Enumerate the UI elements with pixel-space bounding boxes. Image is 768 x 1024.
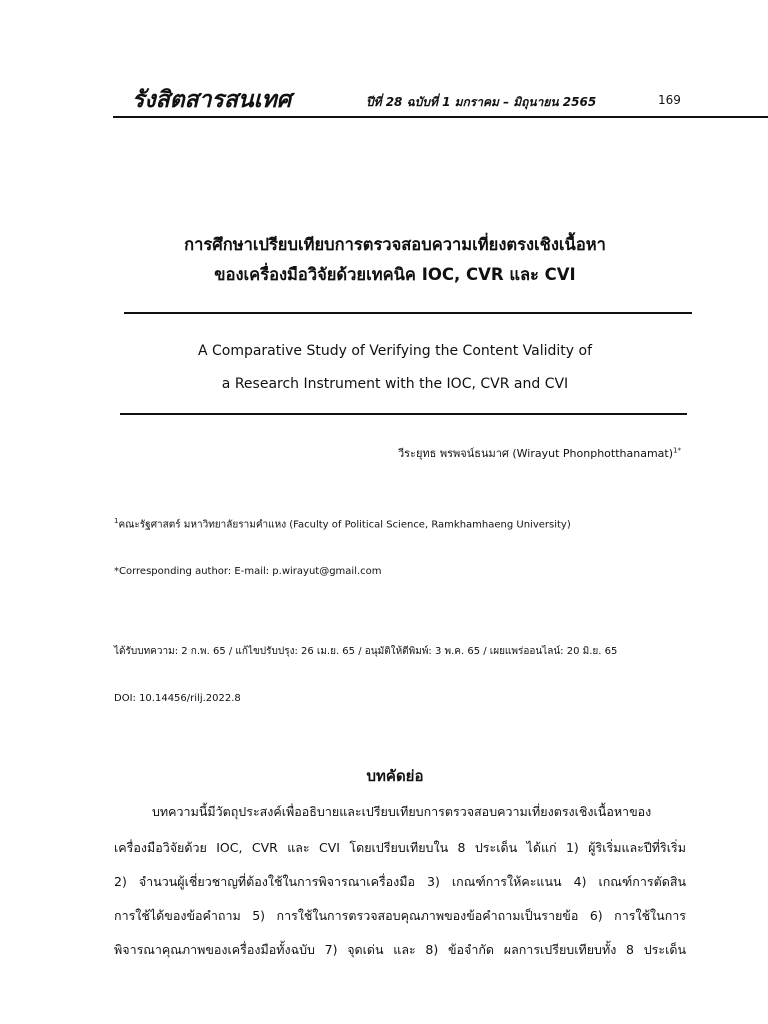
affiliation-text: คณะรัฐศาสตร์ มหาวิทยาลัยรามคำแหง (Faculty of Political Science, Ramkhamhaeng University) (118, 519, 571, 531)
author-line (398, 444, 681, 462)
abstract-line: การใช้ได้ของข้อคำถาม 5) การใช้ในการตรวจสอบคุณภาพของข้อคำถามเป็นรายข้อ 6) การใช้ในการ (114, 908, 686, 923)
article-dates: ได้รับบทความ: 2 ก.พ. 65 / แก้ไขปรับปรุง: 26 เม.ย. 65 / อนุมัติให้ตีพิมพ์: 3 พ.ค. 65 / เผยแพร่ออนไลน์: 20 มิ.ย. 65 (114, 646, 618, 657)
english-title-line-2: a Research Instrument with the IOC, CVR and CVI (221, 376, 569, 392)
abstract-line: บทความนี้มีวัตถุประสงค์เพื่ออธิบายและเปรียบเทียบการตรวจสอบความเที่ยงตรงเชิงเนื้อหาของ (152, 804, 652, 819)
author-name: วีระยุทธ พรพจน์ธนมาศ (Wirayut Phonphotthanamat) (397, 447, 674, 460)
affiliation-marker: 1 (114, 517, 119, 525)
journal-name: รังสิตสารสนเทศ (132, 86, 292, 113)
abstract-line: พิจารณาคุณภาพของเครื่องมือทั้งฉบับ 7) จุดเด่น และ 8) ข้อจำกัด ผลการเปรียบเทียบทั้ง 8 ประเด็น (114, 942, 686, 957)
corresponding-author: *Corresponding author: E-mail: p.wirayut@gmail.com (114, 566, 382, 577)
abstract-line: 2) จำนวนผู้เชี่ยวชาญที่ต้องใช้ในการพิจารณาเครื่องมือ 3) เกณฑ์การให้คะแนน 4) เกณฑ์การตัดสิน (114, 874, 686, 889)
affiliation (114, 517, 571, 532)
author-marker: 1* (673, 446, 681, 455)
abstract-line: เครื่องมือวิจัยด้วย IOC, CVR และ CVI โดยเปรียบเทียบใน 8 ประเด็น ได้แก่ 1) ผู้ริเริ่มและปีที่ริเริ่ม (114, 840, 686, 855)
thai-title-line-1: การศึกษาเปรียบเทียบการตรวจสอบความเที่ยงตรงเชิงเนื้อหา (184, 235, 606, 254)
issue-info: ปีที่ 28 ฉบับที่ 1 มกราคม – มิถุนายน 2565 (366, 95, 597, 109)
english-title-line-1: A Comparative Study of Verifying the Content Validity of (197, 343, 593, 359)
doi: DOI: 10.14456/rilj.2022.8 (114, 693, 241, 704)
thai-title-line-2: ของเครื่องมือวิจัยด้วยเทคนิค IOC, CVR และ CVI (214, 265, 576, 284)
header-rule (113, 116, 768, 118)
abstract-heading: บทคัดย่อ (366, 767, 424, 785)
title-rule-bottom (120, 413, 687, 415)
page-number: 169 (658, 93, 681, 107)
title-rule-top (124, 312, 692, 314)
